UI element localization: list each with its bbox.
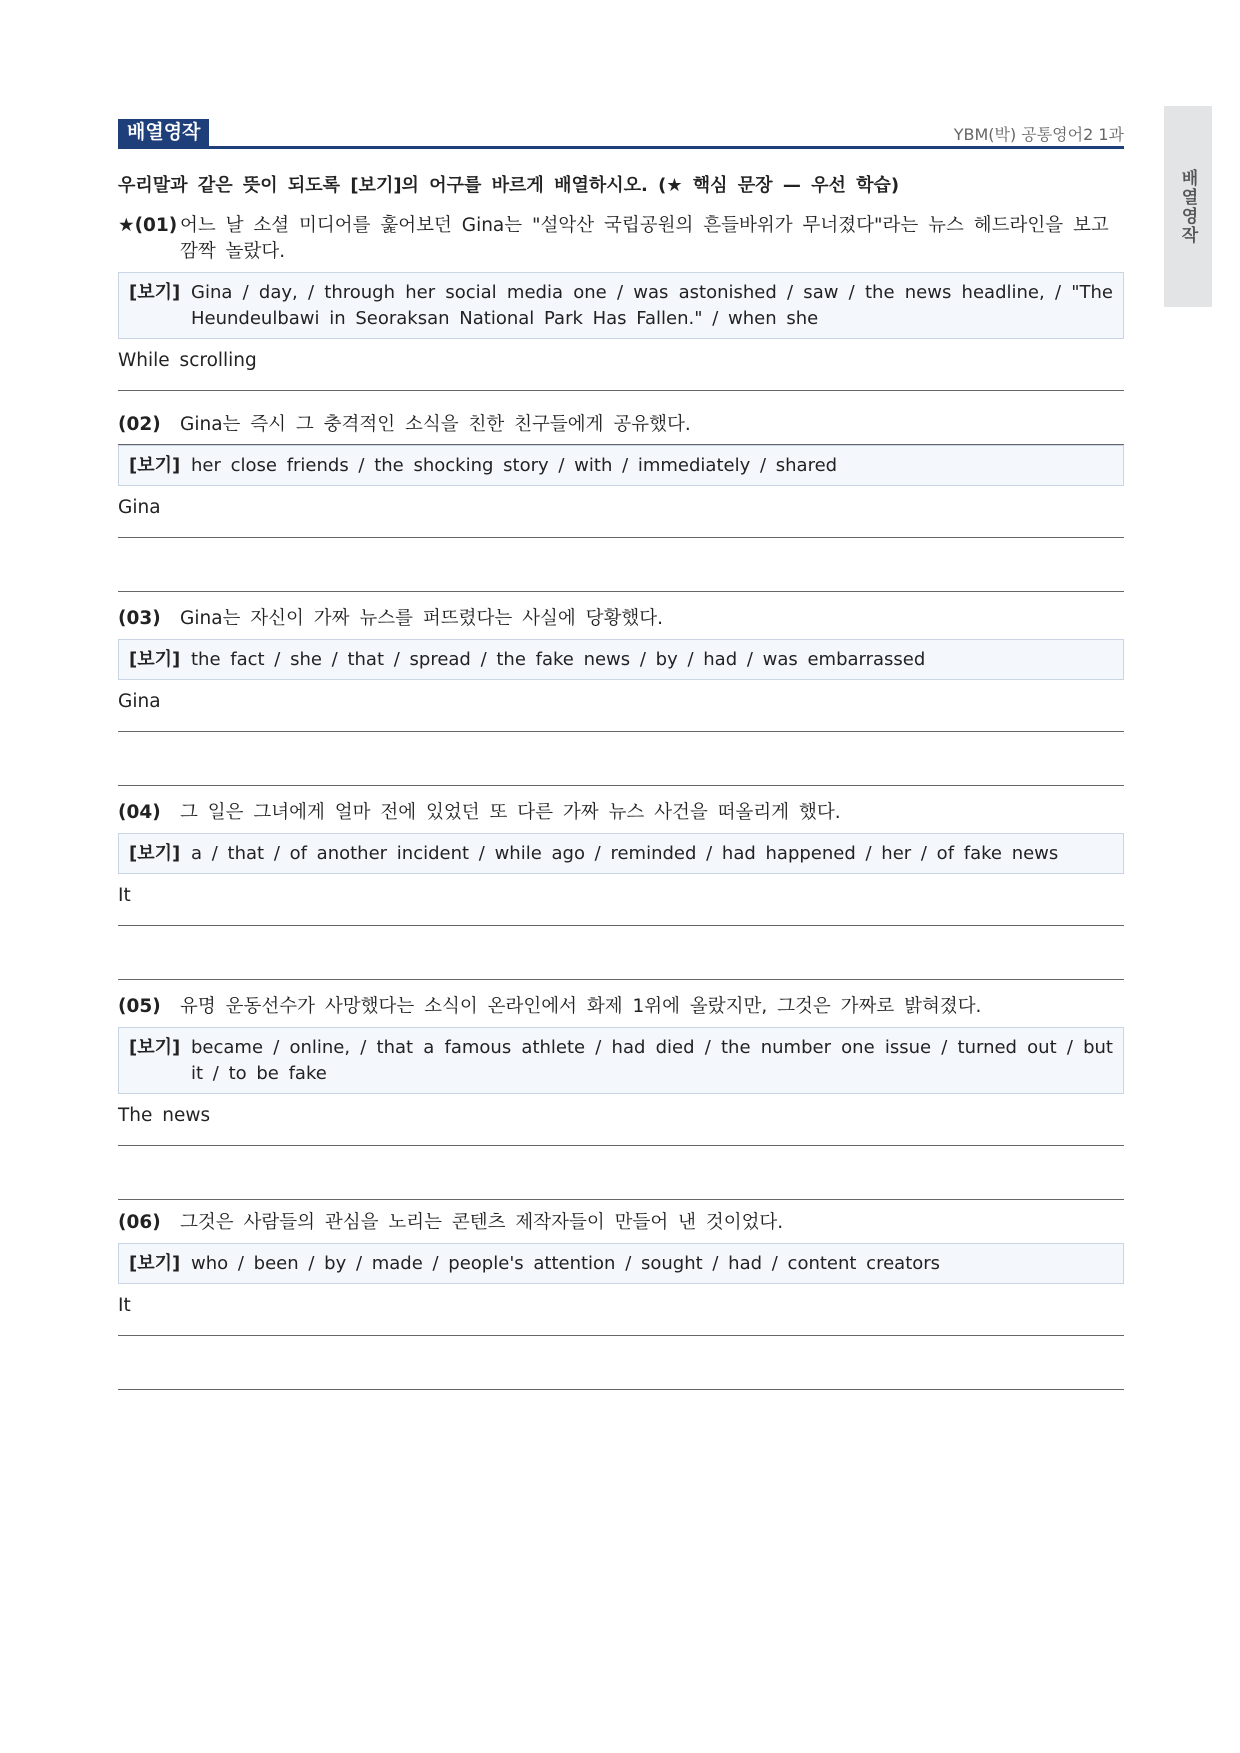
page-header bbox=[118, 117, 1124, 149]
answer-line[interactable] bbox=[118, 925, 1124, 926]
word-bank-words: the fact / she / that / spread / the fake news / by / had / was embarrassed bbox=[191, 649, 926, 670]
word-bank-box bbox=[118, 833, 1124, 874]
question-3 bbox=[118, 606, 1124, 786]
answer-line[interactable] bbox=[118, 1335, 1124, 1336]
word-bank-words: a / that / of another incident / while ago / reminded / had happened / her / of fake news bbox=[191, 843, 1059, 864]
word-bank-label: [보기] bbox=[129, 455, 181, 476]
word-bank-words: became / online, / that a famous athlete / had died / the number one issue / turned out / but it / to be fake bbox=[191, 1037, 1113, 1084]
question-number: (04) bbox=[118, 802, 161, 823]
question-4 bbox=[118, 800, 1124, 980]
question-1 bbox=[118, 213, 1124, 445]
question-prompt bbox=[118, 412, 1124, 438]
korean-sentence: Gina는 즉시 그 충격적인 소식을 친한 친구들에게 공유했다. bbox=[180, 414, 691, 435]
question-6 bbox=[118, 1210, 1124, 1390]
question-number: (02) bbox=[118, 414, 161, 435]
word-bank-label: [보기] bbox=[129, 843, 181, 864]
word-bank-box bbox=[118, 272, 1124, 339]
word-bank-box bbox=[118, 1243, 1124, 1284]
answer-starter: It bbox=[118, 885, 131, 906]
question-number: (06) bbox=[118, 1212, 161, 1233]
korean-sentence: Gina는 자신이 가짜 뉴스를 퍼뜨렸다는 사실에 당황했다. bbox=[180, 608, 663, 629]
korean-sentence: 그것은 사람들의 관심을 노리는 콘텐츠 제작자들이 만들어 낸 것이었다. bbox=[180, 1212, 784, 1233]
word-bank-label: [보기] bbox=[129, 1253, 181, 1274]
answer-starter: The news bbox=[118, 1105, 211, 1126]
korean-sentence: 유명 운동선수가 사망했다는 소식이 온라인에서 화제 1위에 올랐지만, 그것은 가짜로 밝혀졌다. bbox=[180, 996, 982, 1017]
word-bank-words: Gina / day, / through her social media one / was astonished / saw / the news headline, / "The Heundeulbawi in Seoraksan National Park Has Fallen." / when she bbox=[191, 282, 1113, 329]
answer-starter: Gina bbox=[118, 497, 161, 518]
section-side-tab: 배열영작 bbox=[1164, 106, 1212, 307]
question-2 bbox=[118, 412, 1124, 592]
korean-sentence: 어느 날 소셜 미디어를 훑어보던 Gina는 "설악산 국립공원의 흔들바위가 무너졌다"라는 뉴스 헤드라인을 보고 깜짝 놀랐다. bbox=[180, 215, 1109, 262]
section-tag: 배열영작 bbox=[118, 119, 209, 146]
word-bank-box bbox=[118, 1027, 1124, 1094]
instruction-text: 우리말과 같은 뜻이 되도록 [보기]의 어구를 바르게 배열하시오. (★ 핵심 문장 — 우선 학습) bbox=[118, 175, 900, 196]
answer-starter: It bbox=[118, 1295, 131, 1316]
answer-starter: Gina bbox=[118, 691, 161, 712]
word-bank-label: [보기] bbox=[129, 282, 181, 303]
question-prompt bbox=[118, 606, 1124, 632]
answer-line[interactable] bbox=[118, 1145, 1124, 1146]
question-number: (05) bbox=[118, 996, 161, 1017]
korean-sentence: 그 일은 그녀에게 얼마 전에 있었던 또 다른 가짜 뉴스 사건을 떠올리게 했다. bbox=[180, 802, 841, 823]
answer-line[interactable] bbox=[118, 390, 1124, 391]
word-bank-words: who / been / by / made / people's attention / sought / had / content creators bbox=[191, 1253, 941, 1274]
answer-line[interactable] bbox=[118, 591, 1124, 592]
answer-line[interactable] bbox=[118, 731, 1124, 732]
word-bank-label: [보기] bbox=[129, 1037, 181, 1058]
question-number: ★(01) bbox=[118, 215, 178, 236]
answer-line[interactable] bbox=[118, 979, 1124, 980]
question-number: (03) bbox=[118, 608, 161, 629]
answer-line[interactable] bbox=[118, 1199, 1124, 1200]
answer-line[interactable] bbox=[118, 537, 1124, 538]
answer-starter: While scrolling bbox=[118, 350, 257, 371]
question-prompt bbox=[118, 1210, 1124, 1236]
question-prompt bbox=[118, 800, 1124, 826]
word-bank-box bbox=[118, 639, 1124, 680]
question-prompt bbox=[118, 994, 1124, 1020]
word-bank-box bbox=[118, 445, 1124, 486]
question-5 bbox=[118, 994, 1124, 1200]
word-bank-words: her close friends / the shocking story / with / immediately / shared bbox=[191, 455, 838, 476]
question-prompt bbox=[118, 213, 1124, 265]
worksheet-page bbox=[118, 117, 1124, 1316]
word-bank-label: [보기] bbox=[129, 649, 181, 670]
answer-line[interactable] bbox=[118, 1389, 1124, 1390]
answer-line[interactable] bbox=[118, 785, 1124, 786]
book-title: YBM(박) 공통영어2 1과 bbox=[953, 125, 1124, 144]
